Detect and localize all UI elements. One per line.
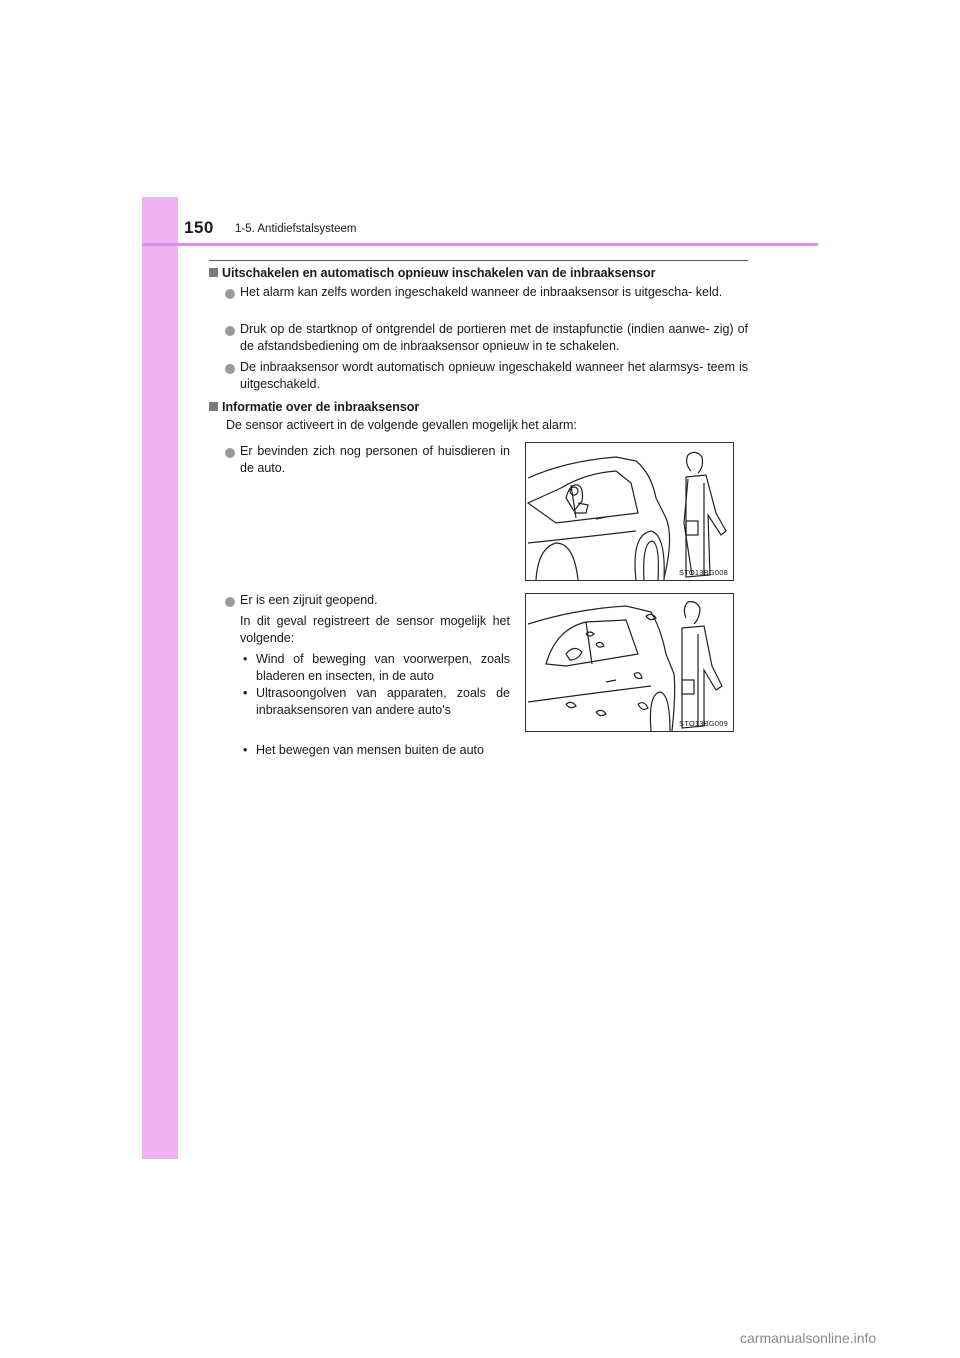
section-heading: Uitschakelen en automatisch opnieuw inschakelen van de inbraaksensor bbox=[209, 265, 754, 282]
dash-bullet: • bbox=[243, 686, 248, 700]
bullet-icon bbox=[225, 289, 235, 299]
bullet-icon bbox=[225, 597, 235, 607]
figure-car-dog bbox=[525, 442, 734, 581]
header-divider bbox=[142, 243, 818, 246]
section-intro: De sensor activeert in de volgende gevallen mogelijk het alarm: bbox=[226, 418, 577, 432]
list-item: Het alarm kan zelfs worden ingeschakeld wanneer de inbraaksensor is uitgescha- keld. bbox=[240, 285, 723, 299]
square-bullet-icon bbox=[209, 402, 218, 411]
list-item: Er bevinden zich nog personen of huisdieren in de auto. bbox=[240, 444, 510, 475]
list-item: De inbraaksensor wordt automatisch opnieuw ingeschakeld wanneer het alarmsys- teem is uitgeschakeld. bbox=[240, 360, 748, 391]
content-divider bbox=[209, 260, 748, 261]
figure-code: STO13BG009 bbox=[679, 719, 728, 728]
car-open-window-leaves-illustration-icon bbox=[526, 594, 733, 731]
figure-car-window bbox=[525, 593, 734, 732]
section-heading: Informatie over de inbraaksensor bbox=[209, 399, 754, 416]
section-title: 1-5. Antidiefstalsysteem bbox=[235, 223, 357, 235]
page-number: 150 bbox=[184, 218, 214, 237]
thumb-index-sidebar bbox=[142, 197, 178, 1159]
square-bullet-icon bbox=[209, 268, 218, 277]
list-item: Druk op de startknop of ontgrendel de portieren met de instapfunctie (indien aanwe- zig) of de afstandsbediening om de inbraaksensor opnieuw in te schakelen. bbox=[240, 322, 748, 353]
sub-list-item: Wind of beweging van voorwerpen, zoals bladeren en insecten, in de auto bbox=[256, 652, 510, 683]
sub-list-item: Het bewegen van mensen buiten de auto bbox=[256, 743, 484, 757]
bullet-icon bbox=[225, 326, 235, 336]
figure-code: STO13BG008 bbox=[679, 568, 728, 577]
sub-intro: In dit geval registreert de sensor mogelijk het volgende: bbox=[240, 614, 510, 645]
bullet-icon bbox=[225, 448, 235, 458]
watermark: carmanualsonline.info bbox=[740, 1330, 877, 1346]
dash-bullet: • bbox=[243, 743, 248, 757]
list-item: Er is een zijruit geopend. bbox=[240, 593, 378, 607]
bullet-icon bbox=[225, 364, 235, 374]
sub-list-item: Ultrasoongolven van apparaten, zoals de inbraaksensoren van andere auto's bbox=[256, 686, 510, 717]
car-dog-man-illustration-icon bbox=[526, 443, 733, 580]
dash-bullet: • bbox=[243, 652, 248, 666]
